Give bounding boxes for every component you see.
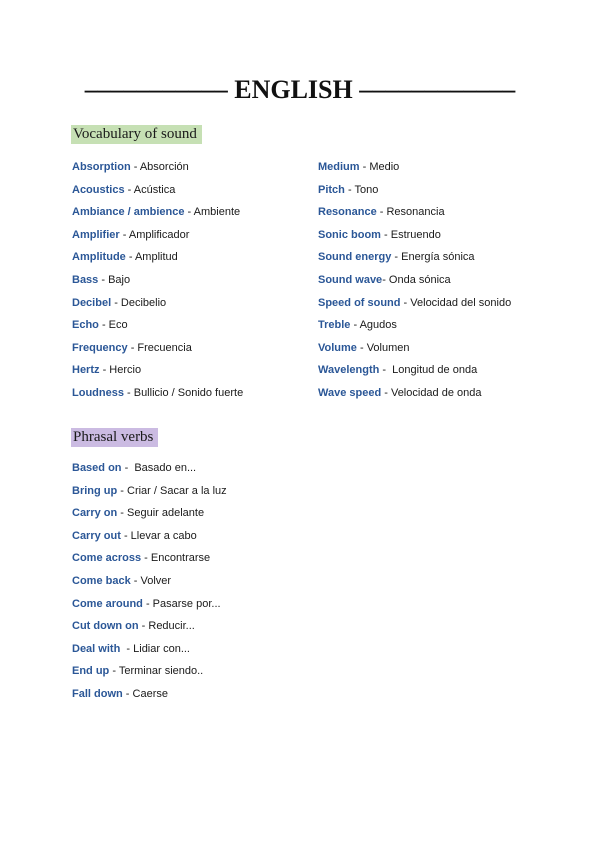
phrasal-term: Bring up [72, 484, 118, 497]
vocabulary-heading: Vocabulary of sound [71, 125, 202, 144]
phrasal-term: Carry out [72, 529, 121, 542]
phrasal-item [72, 525, 227, 548]
vocab-item [72, 224, 243, 247]
phrasal-term: Come around [72, 597, 143, 610]
vocab-definition: - Eco [98, 319, 128, 332]
vocab-term: Hertz [72, 364, 100, 377]
vocab-definition: - Velocidad de onda [381, 386, 482, 399]
vocab-term: Sonic boom [318, 228, 381, 241]
phrasal-term: Fall down [72, 687, 123, 700]
vocab-item [72, 314, 243, 337]
phrasal-definition: - Reducir... [138, 620, 195, 633]
vocab-definition: - Onda sónica [382, 273, 451, 286]
phrasal-item [72, 502, 227, 525]
vocabulary-list-right [318, 156, 511, 405]
vocab-term: Bass [72, 273, 99, 286]
vocab-item [318, 201, 511, 224]
phrasal-definition: - Seguir adelante [117, 507, 205, 520]
vocab-definition: - Amplitud [125, 251, 178, 264]
vocab-definition: - Ambiente [184, 206, 241, 219]
phrasal-definition: - Terminar siendo.. [109, 665, 204, 678]
vocab-term: Volume [318, 341, 357, 354]
vocab-item [72, 246, 243, 269]
vocab-item [318, 292, 511, 315]
page-title: ––––––––––– ENGLISH –––––––––––– [84, 75, 516, 104]
vocab-definition: - Velocidad del sonido [400, 296, 512, 309]
phrasal-item [72, 570, 227, 593]
vocab-definition: - Resonancia [376, 206, 445, 219]
vocab-item [318, 359, 511, 382]
vocab-term: Echo [72, 319, 99, 332]
vocab-term: Speed of sound [318, 296, 401, 309]
vocab-item [318, 382, 511, 405]
vocab-definition: - Agudos [350, 319, 397, 332]
phrasal-item [72, 547, 227, 570]
vocab-definition: - Estruendo [380, 228, 441, 241]
vocab-term: Wavelength [318, 364, 380, 377]
phrasal-definition: - Llevar a cabo [120, 529, 197, 542]
vocab-definition: - Acústica [124, 183, 176, 196]
vocab-definition: - Frecuencia [127, 341, 192, 354]
phrasal-item [72, 638, 227, 661]
phrasal-definition: - Lidiar con... [120, 642, 190, 655]
vocab-definition: - Hercio [99, 364, 142, 377]
vocab-term: Amplifier [72, 228, 120, 241]
phrasal-definition: - Criar / Sacar a la luz [117, 484, 227, 497]
vocab-term: Sound wave [318, 273, 383, 286]
vocab-definition: - Absorción [130, 161, 189, 173]
phrasal-item [72, 593, 227, 616]
vocab-definition: - Bajo [98, 273, 131, 286]
vocab-item [72, 156, 243, 179]
vocab-term: Wave speed [318, 386, 382, 399]
vocabulary-list-left [72, 156, 243, 405]
phrasal-item [72, 480, 227, 503]
vocab-item [318, 179, 511, 202]
vocab-term: Frequency [72, 341, 128, 354]
vocab-definition: - Medio [359, 161, 400, 173]
phrasal-term: Come across [72, 552, 142, 565]
vocab-item [318, 224, 511, 247]
phrasal-definition: - Basado en... [121, 462, 197, 474]
phrasal-verbs-list [72, 457, 227, 706]
vocab-term: Amplitude [72, 251, 126, 264]
vocab-item [72, 382, 243, 405]
phrasal-item [72, 660, 227, 683]
phrasal-term: Cut down on [72, 620, 139, 633]
vocab-definition: - Decibelio [111, 296, 167, 309]
vocab-definition: - Tono [344, 183, 379, 196]
vocab-term: Absorption [72, 161, 131, 173]
vocab-term: Decibel [72, 296, 112, 309]
vocab-definition: - Volumen [356, 341, 410, 354]
phrasal-item [72, 683, 227, 706]
phrasal-term: Based on [72, 462, 122, 474]
phrasal-verbs-heading: Phrasal verbs [71, 428, 158, 447]
vocab-item [318, 314, 511, 337]
vocab-item [72, 201, 243, 224]
vocab-term: Pitch [318, 183, 345, 196]
vocab-term: Loudness [72, 386, 124, 399]
phrasal-definition: - Pasarse por... [142, 597, 221, 610]
vocab-definition: - Energía sónica [391, 251, 475, 264]
phrasal-item [72, 457, 227, 480]
phrasal-term: End up [72, 665, 110, 678]
vocab-term: Acoustics [72, 183, 125, 196]
phrasal-term: Come back [72, 574, 131, 587]
vocab-term: Ambiance / ambience [72, 206, 185, 219]
phrasal-definition: - Volver [130, 574, 172, 587]
vocab-definition: - Longitud de onda [379, 364, 478, 377]
phrasal-definition: - Encontrarse [141, 552, 211, 565]
phrasal-term: Deal with [72, 642, 121, 655]
vocab-item [318, 246, 511, 269]
vocab-definition: - Amplificador [119, 228, 190, 241]
vocab-item [72, 269, 243, 292]
vocab-item [72, 337, 243, 360]
vocab-item [72, 292, 243, 315]
vocab-term: Resonance [318, 206, 377, 219]
vocab-item [318, 337, 511, 360]
vocab-term: Medium [318, 161, 360, 173]
phrasal-definition: - Caerse [122, 687, 168, 700]
vocab-term: Treble [318, 319, 351, 332]
phrasal-term: Carry on [72, 507, 118, 520]
phrasal-item [72, 615, 227, 638]
vocab-term: Sound energy [318, 251, 392, 264]
vocab-item [72, 179, 243, 202]
vocab-item [318, 269, 511, 292]
vocab-definition: - Bullicio / Sonido fuerte [123, 386, 244, 399]
vocab-item [318, 156, 511, 179]
vocab-item [72, 359, 243, 382]
